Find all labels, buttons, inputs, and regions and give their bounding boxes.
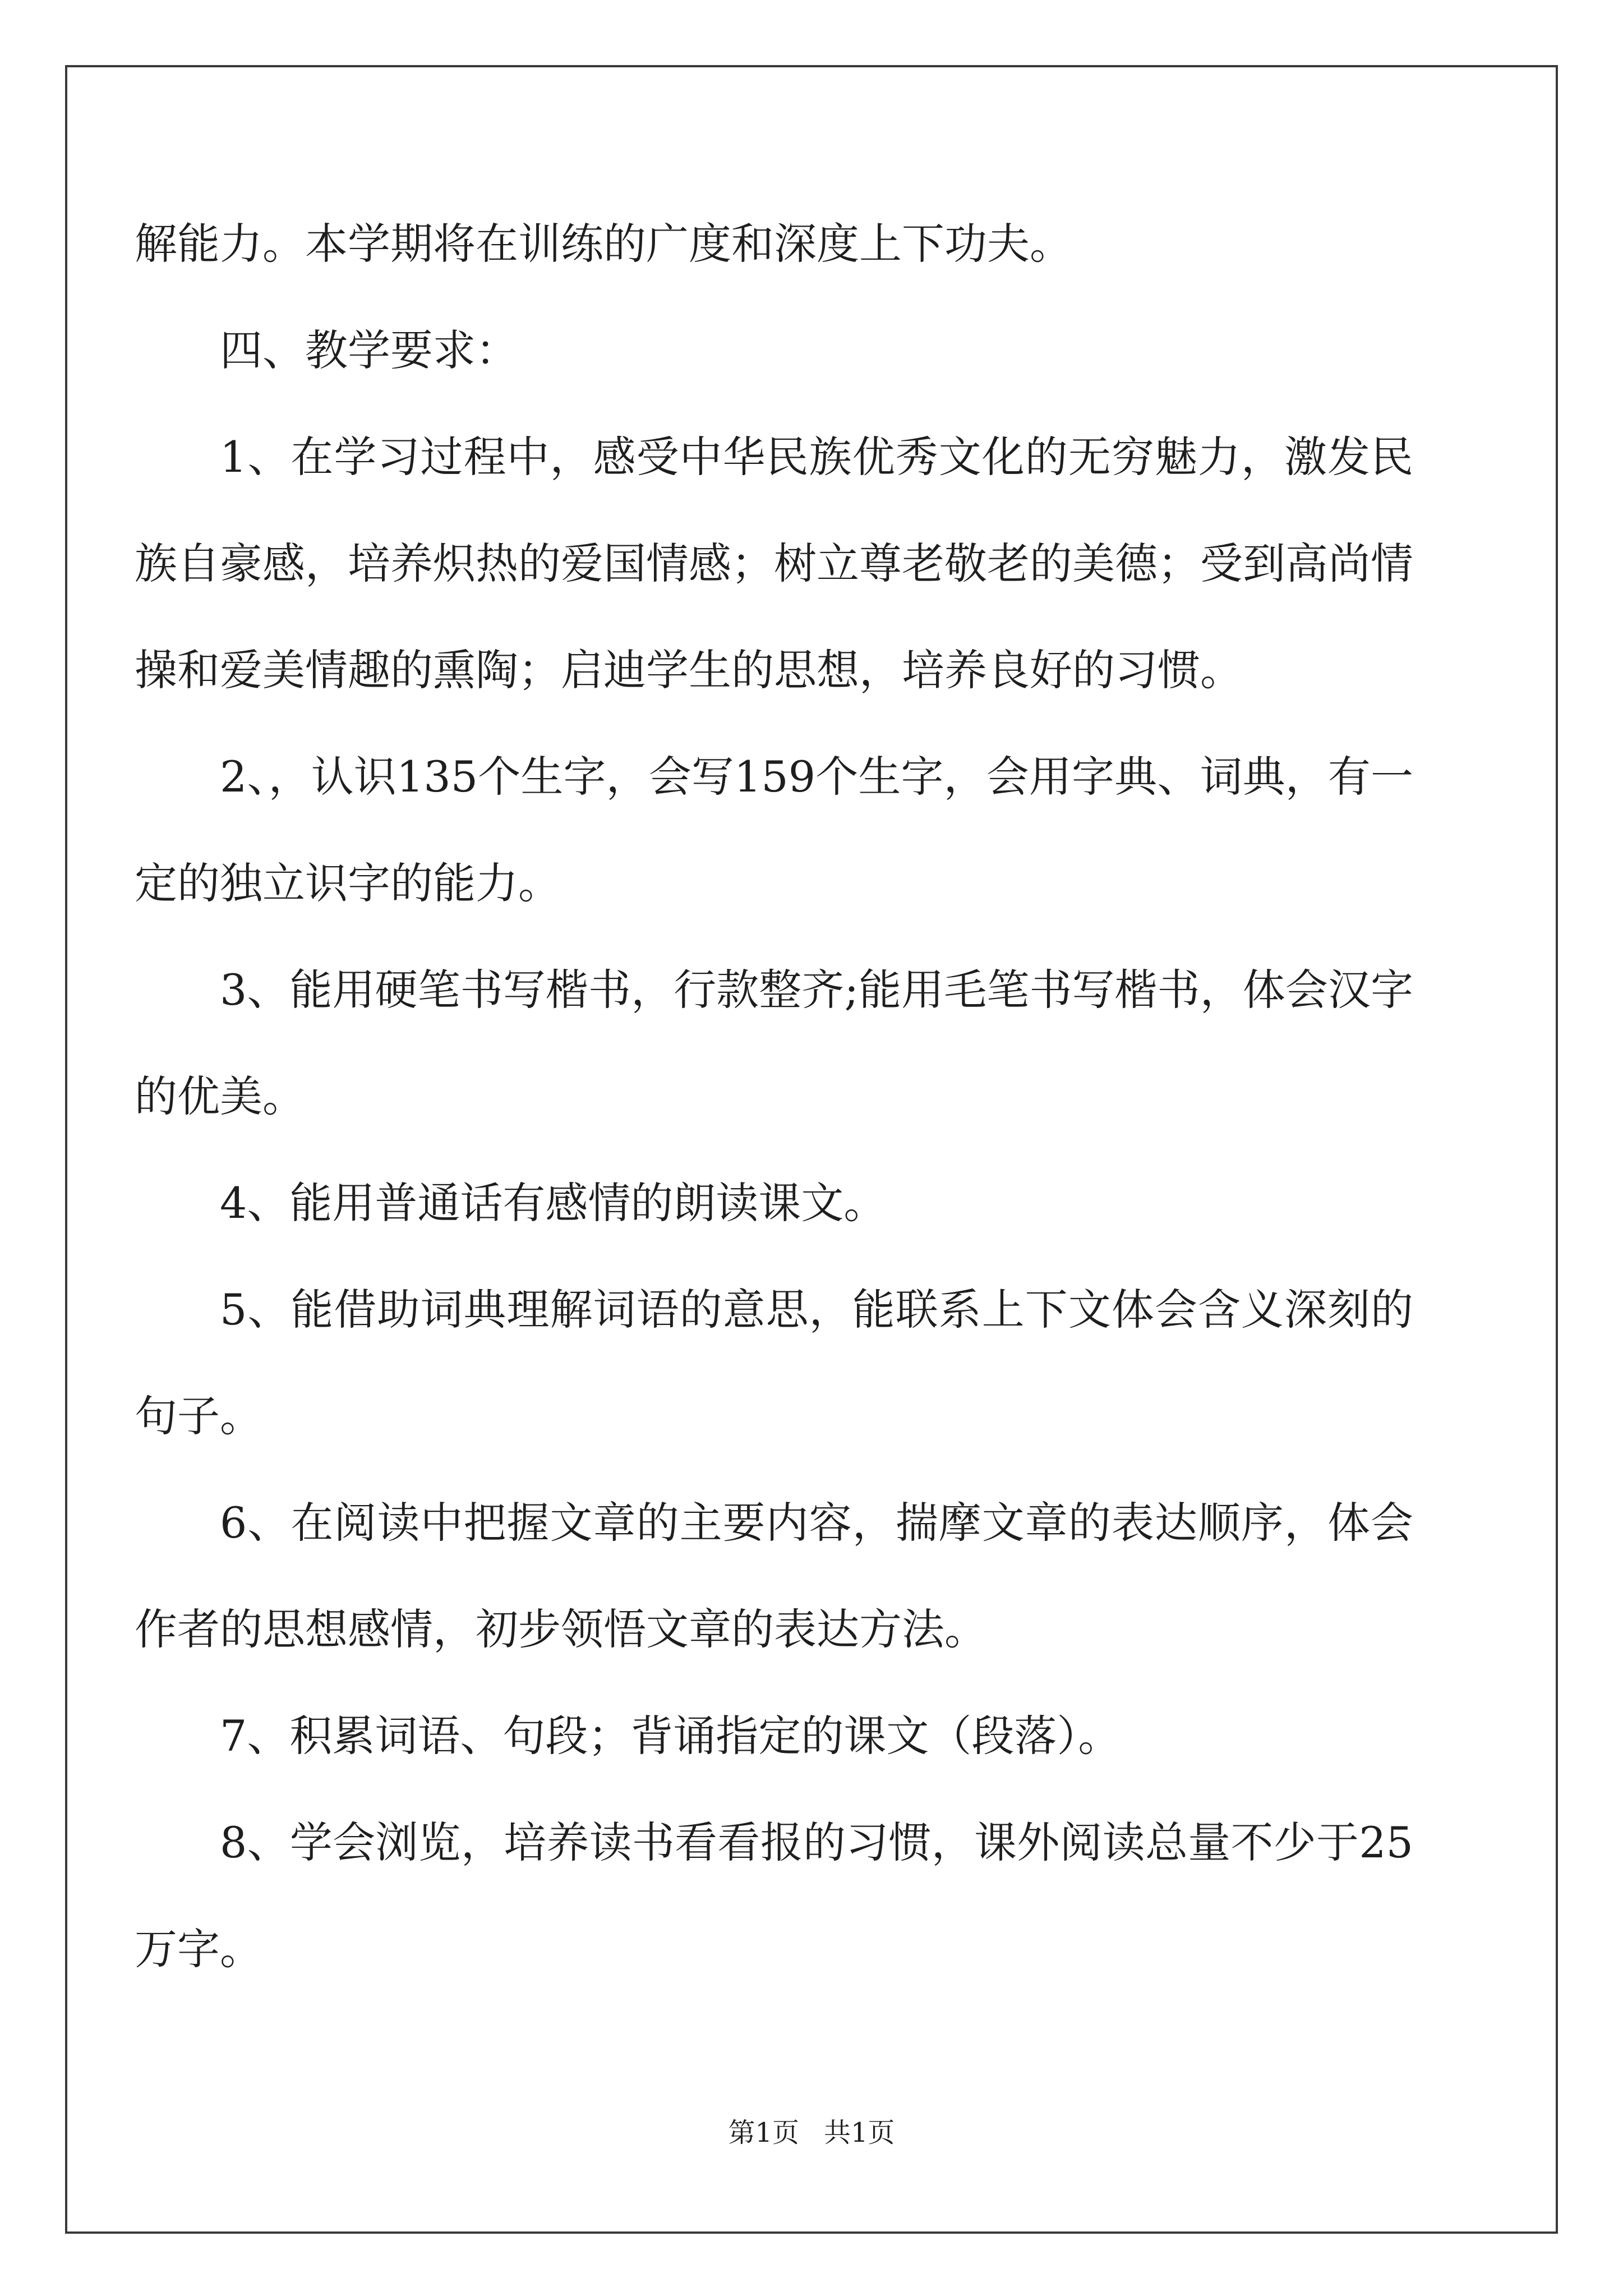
page-total: 共1页 — [824, 2117, 895, 2148]
requirement-item-2: 2、，认识135个生字，会写159个生字，会用字典、词典，有一定的独立识字的能力。 — [135, 752, 1413, 908]
requirement-item-1: 1、在学习过程中，感受中华民族优秀文化的无穷魅力，激发民族自豪感，培养炽热的爱国情感；树立尊老敬老的美德；受到高尚情操和爱美情趣的熏陶；启迪学生的思想，培养良好的习惯。 — [135, 432, 1413, 695]
requirement-item-4: 4、能用普通话有感情的朗读课文。 — [220, 1178, 887, 1228]
requirement-item-6: 6、在阅读中把握文章的主要内容，揣摩文章的表达顺序，体会作者的思想感情，初步领悟文章的表达方法。 — [135, 1498, 1413, 1654]
section-heading-teaching-requirements: 四、教学要求： — [220, 325, 518, 375]
paragraph-continuation: 解能力。本学期将在训练的广度和深度上下功夫。 — [135, 219, 1072, 269]
page-footer — [0, 2116, 1623, 2150]
requirement-item-5: 5、能借助词典理解词语的意思，能联系上下文体会含义深刻的句子。 — [135, 1285, 1413, 1441]
requirement-item-8: 8、学会浏览，培养读书看看报的习惯，课外阅读总量不少于25万字。 — [135, 1818, 1413, 1974]
document-body — [135, 191, 1413, 2003]
requirement-item-3: 3、能用硬笔书写楷书，行款整齐;能用毛笔书写楷书，体会汉字的优美。 — [135, 965, 1413, 1121]
requirement-item-7: 7、积累词语、句段；背诵指定的课文（段落）。 — [220, 1711, 1121, 1761]
page-number: 第1页 — [728, 2117, 799, 2148]
